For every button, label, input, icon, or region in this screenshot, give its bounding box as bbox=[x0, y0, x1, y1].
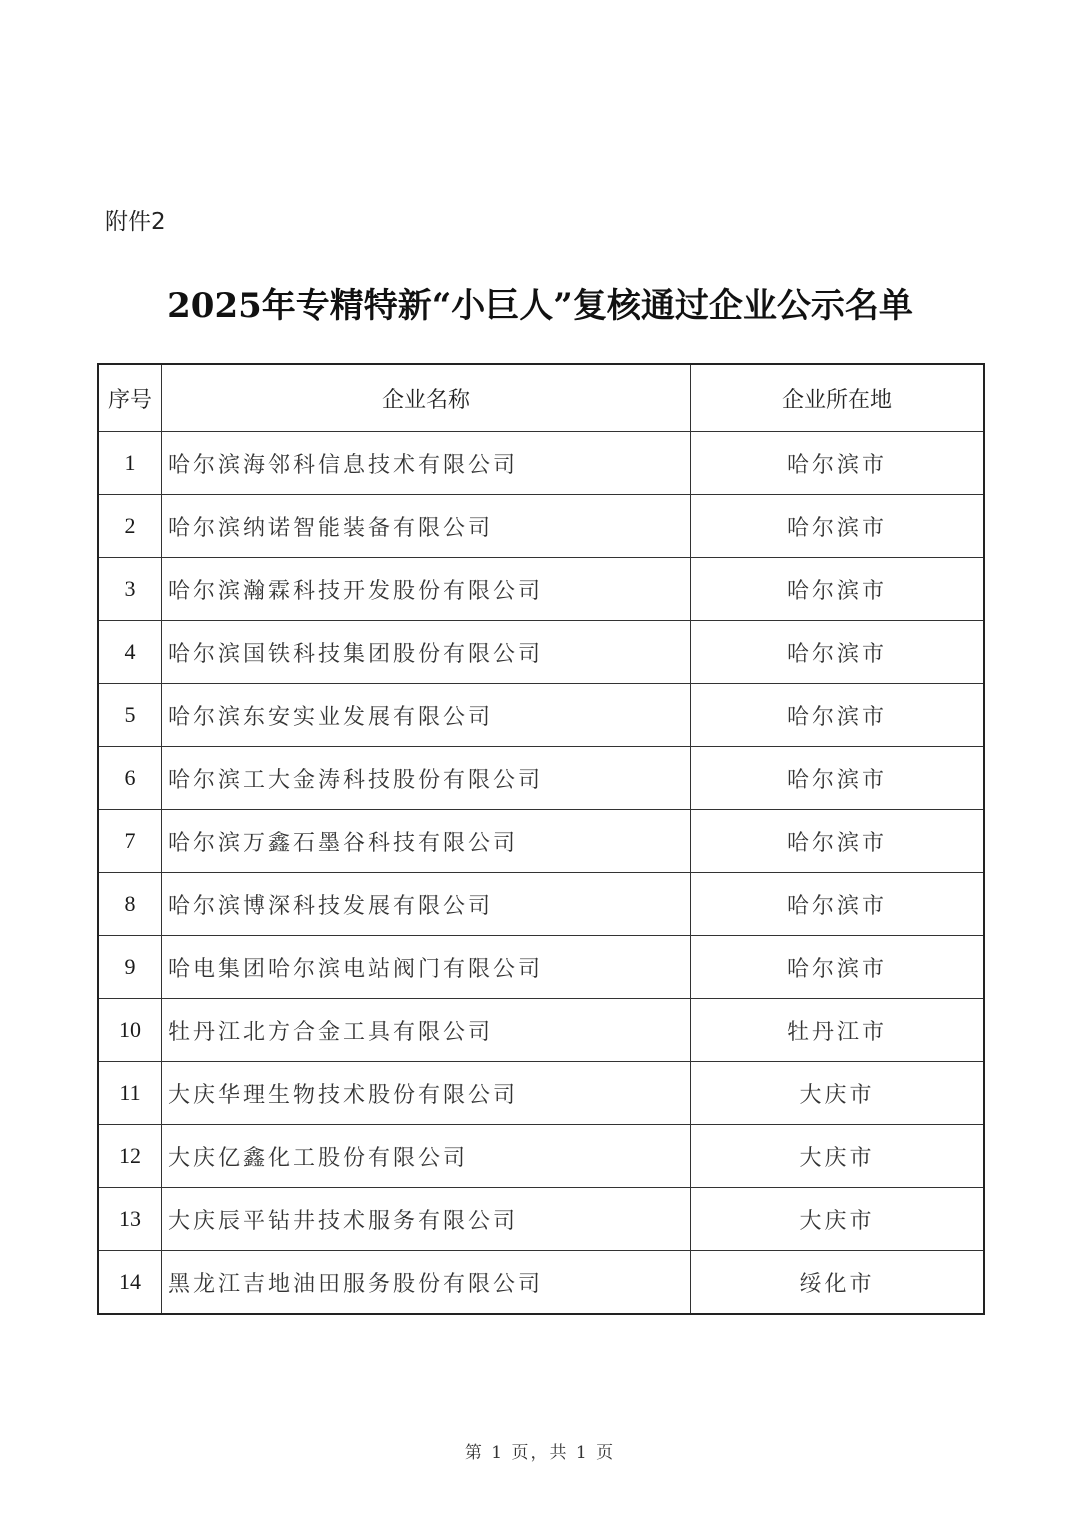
location-cell: 哈尔滨市 bbox=[691, 810, 985, 873]
table-row bbox=[98, 810, 984, 873]
table-header-row bbox=[98, 364, 984, 432]
table-row bbox=[98, 936, 984, 999]
table-row bbox=[98, 999, 984, 1062]
header-location: 企业所在地 bbox=[691, 364, 985, 432]
serial-cell: 9 bbox=[98, 936, 162, 999]
location-cell: 大庆市 bbox=[691, 1125, 985, 1188]
header-serial: 序号 bbox=[98, 364, 162, 432]
company-name-cell: 黑龙江吉地油田服务股份有限公司 bbox=[162, 1251, 691, 1315]
location-cell: 哈尔滨市 bbox=[691, 684, 985, 747]
company-name-cell: 哈尔滨工大金涛科技股份有限公司 bbox=[162, 747, 691, 810]
table-row bbox=[98, 558, 984, 621]
header-company-name: 企业名称 bbox=[162, 364, 691, 432]
page-footer: 第 1 页，共 1 页 bbox=[464, 1443, 616, 1463]
table-row bbox=[98, 1125, 984, 1188]
location-cell: 哈尔滨市 bbox=[691, 747, 985, 810]
company-name-cell: 大庆华理生物技术股份有限公司 bbox=[162, 1062, 691, 1125]
table-row bbox=[98, 1251, 984, 1315]
table-row bbox=[98, 495, 984, 558]
table-row bbox=[98, 1188, 984, 1251]
serial-cell: 10 bbox=[98, 999, 162, 1062]
location-cell: 哈尔滨市 bbox=[691, 432, 985, 495]
company-table bbox=[97, 363, 985, 1315]
company-name-cell: 哈尔滨纳诺智能装备有限公司 bbox=[162, 495, 691, 558]
attachment-label: 附件2 bbox=[105, 209, 166, 235]
company-name-cell: 哈尔滨瀚霖科技开发股份有限公司 bbox=[162, 558, 691, 621]
company-name-cell: 哈尔滨博深科技发展有限公司 bbox=[162, 873, 691, 936]
company-name-cell: 哈尔滨东安实业发展有限公司 bbox=[162, 684, 691, 747]
table-row bbox=[98, 1062, 984, 1125]
location-cell: 哈尔滨市 bbox=[691, 936, 985, 999]
serial-cell: 2 bbox=[98, 495, 162, 558]
document-title: 2025年专精特新“小巨人”复核通过企业公示名单 bbox=[167, 286, 913, 326]
location-cell: 大庆市 bbox=[691, 1062, 985, 1125]
company-name-cell: 哈尔滨海邻科信息技术有限公司 bbox=[162, 432, 691, 495]
serial-cell: 5 bbox=[98, 684, 162, 747]
table-row bbox=[98, 432, 984, 495]
company-name-cell: 大庆亿鑫化工股份有限公司 bbox=[162, 1125, 691, 1188]
location-cell: 哈尔滨市 bbox=[691, 621, 985, 684]
location-cell: 绥化市 bbox=[691, 1251, 985, 1315]
serial-cell: 12 bbox=[98, 1125, 162, 1188]
company-name-cell: 哈尔滨万鑫石墨谷科技有限公司 bbox=[162, 810, 691, 873]
company-name-cell: 大庆辰平钻井技术服务有限公司 bbox=[162, 1188, 691, 1251]
serial-cell: 13 bbox=[98, 1188, 162, 1251]
serial-cell: 7 bbox=[98, 810, 162, 873]
location-cell: 大庆市 bbox=[691, 1188, 985, 1251]
table-row bbox=[98, 873, 984, 936]
serial-cell: 3 bbox=[98, 558, 162, 621]
location-cell: 哈尔滨市 bbox=[691, 558, 985, 621]
company-name-cell: 哈尔滨国铁科技集团股份有限公司 bbox=[162, 621, 691, 684]
serial-cell: 1 bbox=[98, 432, 162, 495]
location-cell: 牡丹江市 bbox=[691, 999, 985, 1062]
company-name-cell: 牡丹江北方合金工具有限公司 bbox=[162, 999, 691, 1062]
serial-cell: 11 bbox=[98, 1062, 162, 1125]
serial-cell: 14 bbox=[98, 1251, 162, 1315]
serial-cell: 6 bbox=[98, 747, 162, 810]
location-cell: 哈尔滨市 bbox=[691, 873, 985, 936]
serial-cell: 4 bbox=[98, 621, 162, 684]
serial-cell: 8 bbox=[98, 873, 162, 936]
table-row bbox=[98, 684, 984, 747]
table-row bbox=[98, 621, 984, 684]
table-row bbox=[98, 747, 984, 810]
company-name-cell: 哈电集团哈尔滨电站阀门有限公司 bbox=[162, 936, 691, 999]
location-cell: 哈尔滨市 bbox=[691, 495, 985, 558]
